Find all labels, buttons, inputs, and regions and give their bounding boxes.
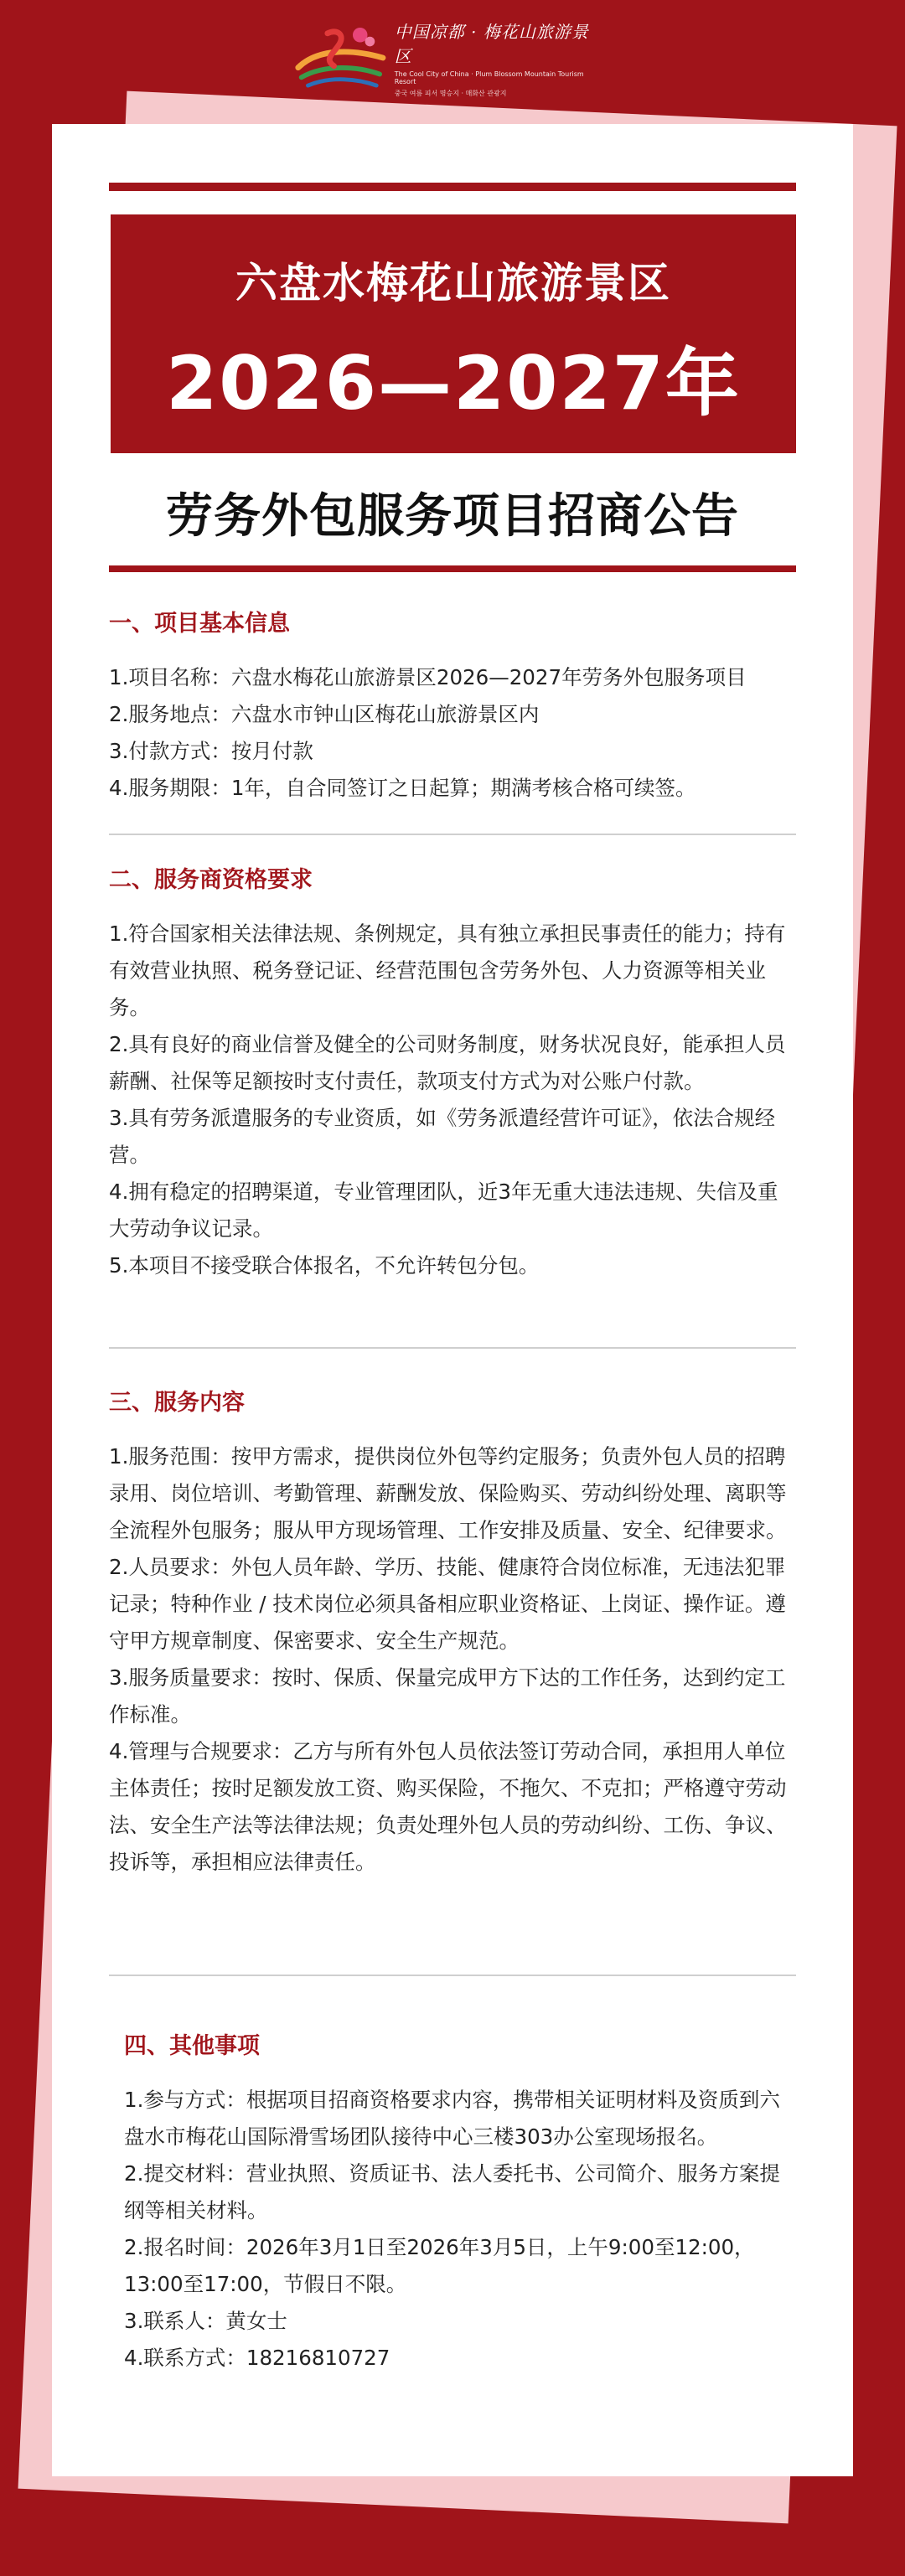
paragraph: 3.服务质量要求：按时、保质、保量完成甲方下达的工作任务，达到约定工作标准。 bbox=[109, 1665, 786, 1727]
paragraph: 3.付款方式：按月付款 bbox=[109, 739, 313, 763]
contact-person: 3.联系人：黄女士 bbox=[124, 2309, 287, 2333]
paragraph: 1.项目名称：六盘水梅花山旅游景区2026—2027年劳务外包服务项目 bbox=[109, 665, 747, 689]
paragraph: 3.具有劳务派遣服务的专业资质，如《劳务派遣经营许可证》，依法合规经营。 bbox=[109, 1106, 776, 1167]
section-heading: 一、项目基本信息 bbox=[109, 611, 290, 637]
page-subtitle: 劳务外包服务项目招商公告 bbox=[166, 489, 739, 544]
paragraph: 5.本项目不接受联合体报名，不允许转包分包。 bbox=[109, 1253, 540, 1278]
paragraph: 2.提交材料：营业执照、资质证书、法人委托书、公司简介、服务方案提纲等相关材料。 bbox=[124, 2161, 780, 2222]
paragraph: 2.服务地点：六盘水市钟山区梅花山旅游景区内 bbox=[109, 702, 540, 726]
section-other-matters bbox=[124, 2027, 794, 2377]
bottom-divider-bar bbox=[109, 565, 796, 572]
contact-phone: 4.联系方式：18216810727 bbox=[124, 2346, 390, 2370]
top-divider-bar bbox=[109, 183, 796, 191]
title-line-1: 六盘水梅花山旅游景区 bbox=[235, 259, 671, 307]
section-divider bbox=[109, 1347, 796, 1349]
section-service-content bbox=[109, 1384, 796, 1881]
section-divider bbox=[109, 1975, 796, 1976]
paragraph: 4.管理与合规要求：乙方与所有外包人员依法签订劳动合同，承担用人单位主体责任；按时足额发放工资、购买保险，不拖欠、不克扣；严格遵守劳动法、安全生产法等法律法规；负责处理外包人员的劳动纠纷、工伤、争议、投诉等，承担相应法律责任。 bbox=[109, 1739, 787, 1874]
title-banner bbox=[111, 214, 796, 453]
paragraph: 2.报名时间：2026年3月1日至2026年3月5日，上午9:00至12:00，13:00至17:00，节假日不限。 bbox=[124, 2235, 755, 2296]
logo-title: 中国凉都 · 梅花山旅游景区 bbox=[394, 21, 589, 66]
logo-english: The Cool City of China · Plum Blossom Mountain Tourism Resort bbox=[394, 70, 584, 85]
title-line-2: 2026—2027年 bbox=[166, 340, 741, 426]
plum-blossom-logo-icon bbox=[292, 16, 390, 100]
paragraph: 2.具有良好的商业信誉及健全的公司财务制度，财务状况良好，能承担人员薪酬、社保等足额按时支付责任，款项支付方式为对公账户付款。 bbox=[109, 1032, 786, 1093]
paragraph: 1.参与方式：根据项目招商资格要求内容，携带相关证明材料及资质到六盘水市梅花山国际滑雪场团队接待中心三楼303办公室现场报名。 bbox=[124, 2088, 780, 2149]
section-heading: 三、服务内容 bbox=[109, 1390, 245, 1416]
section-heading: 二、服务商资格要求 bbox=[109, 867, 313, 893]
resort-logo bbox=[292, 12, 602, 104]
section-basic-info bbox=[109, 605, 796, 807]
paragraph: 1.服务范围：按甲方需求，提供岗位外包等约定服务；负责外包人员的招聘录用、岗位培训、考勤管理、薪酬发放、保险购买、劳动纠纷处理、离职等全流程外包服务；服从甲方现场管理、工作安排及质量、安全、纪律要求。 bbox=[109, 1444, 787, 1542]
paragraph: 4.拥有稳定的招聘渠道，专业管理团队，近3年无重大违法违规、失信及重大劳动争议记录。 bbox=[109, 1180, 778, 1241]
paragraph: 1.符合国家相关法律法规、条例规定，具有独立承担民事责任的能力；持有有效营业执照、税务登记证、经营范围包含劳务外包、人力资源等相关业务。 bbox=[109, 921, 786, 1020]
paragraph: 2.人员要求：外包人员年龄、学历、技能、健康符合岗位标准，无违法犯罪记录；特种作业 / 技术岗位必须具备相应职业资格证、上岗证、操作证。遵守甲方规章制度、保密要求、安全生产规范。 bbox=[109, 1555, 786, 1653]
paragraph: 4.服务期限：1年，自合同签订之日起算；期满考核合格可续签。 bbox=[109, 776, 696, 800]
logo-korean: 중국 여름 피서 명승지 · 매화산 관광지 bbox=[394, 89, 507, 97]
section-heading: 四、其他事项 bbox=[124, 2033, 260, 2059]
section-divider bbox=[109, 834, 796, 835]
section-qualifications bbox=[109, 861, 796, 1284]
